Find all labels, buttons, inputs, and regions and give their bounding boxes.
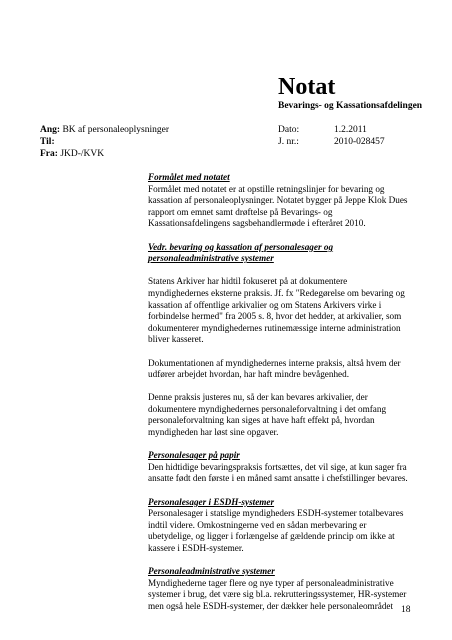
til-label: Til:: [40, 137, 55, 147]
fra-label: Fra:: [40, 149, 58, 159]
meta-dato: [278, 124, 299, 136]
ang-value: BK af personaleoplysninger: [62, 125, 170, 135]
section-heading: Formålet med notatet: [148, 172, 230, 182]
meta-dato-value: [334, 124, 367, 136]
meta-jnr: [278, 136, 299, 148]
section-purpose: [148, 172, 410, 230]
document-title: Notat: [278, 74, 336, 100]
meta-fra: [40, 148, 104, 160]
section-heading: Personalesager i ESDH-systemer: [148, 496, 275, 507]
jnr-label: J. nr.:: [278, 137, 299, 147]
paragraph: Statens Arkiver har hidtil fokuseret på at dokumentere myndighedernes eksterne praksis. Jf. fx "Redegørelse om bevaring og kassation af offentlige arkivalier og om Statens Arkivers virke i forbindelse hermed" fra 2005 s. 8, hvor det hedder, at arkivalier, som dokumenterer myndighedernes rutinemæssige interne administration bliver kasseret.: [148, 276, 405, 345]
department-name: Bevarings- og Kassationsafdelingen: [278, 101, 423, 111]
section-heading: Personalesager på papir: [148, 450, 240, 461]
paragraph: Personalesager i statslige myndigheders ESDH-systemer totalbevares indtil videre. Omkostningerne ved en sådan merbevaring er ubetydelige, og ligger i forlængelse af gældende princip om ikke at kassere i ESDH-systemer.: [148, 508, 404, 553]
paragraph: Myndighederne tager flere og nye typer af personaleadministrative systemer i brug, det være sig bl.a. rekrutteringssystemer, HR-systemer men også hele ESDH-systemer, der dækker hele personaleområdet: [148, 577, 407, 611]
paragraph: Dokumentationen af myndighedernes interne praksis, altså hvem der udfører arbejdet hvordan, har haft mindre bevågenhed.: [148, 357, 401, 380]
jnr-value: 2010-028457: [334, 137, 385, 147]
section-papir: [148, 450, 410, 485]
paragraph: Denne praksis justeres nu, så der kan bevares arkivalier, der dokumentere myndighedernes personaleforvaltning i det omfang personaleforvaltning kan siges at have haft effekt på, hvordan myndigheden har løst sine opgaver.: [148, 392, 387, 438]
paragraph: Formålet med notatet er at opstille retningslinjer for bevaring og kassation af personaleoplysninger. Notatet bygger på Jeppe Klok Dues rapport om emnet samt drøftelse på Bevarings- og Kassationsafdelingens sagsbehandlermøde i efteråret 2010.: [148, 183, 408, 229]
section-heading: Vedr. bevaring og kassation af personalesager og personaleadministrative systemer: [148, 241, 334, 264]
paragraph: Den hidtidige bevaringspraksis fortsættes, det vil sige, at kun sager fra ansatte født den første i en måned samt ansatte i chefstillinger bevares.: [148, 461, 408, 484]
dato-value: 1.2.2011: [334, 125, 367, 135]
dato-label: Dato:: [278, 125, 300, 135]
meta-ang: [40, 124, 169, 136]
section-esdh: [148, 497, 410, 555]
memo-body: [148, 172, 410, 624]
section-systems: [148, 566, 410, 612]
section-bevaring: [148, 242, 410, 439]
section-heading: Personaleadministrative systemer: [148, 566, 275, 577]
meta-jnr-value: [334, 136, 385, 148]
ang-label: Ang:: [40, 125, 61, 135]
fra-value: JKD-/KVK: [60, 149, 105, 159]
meta-til: [40, 136, 55, 148]
page-number: 18: [401, 605, 411, 615]
